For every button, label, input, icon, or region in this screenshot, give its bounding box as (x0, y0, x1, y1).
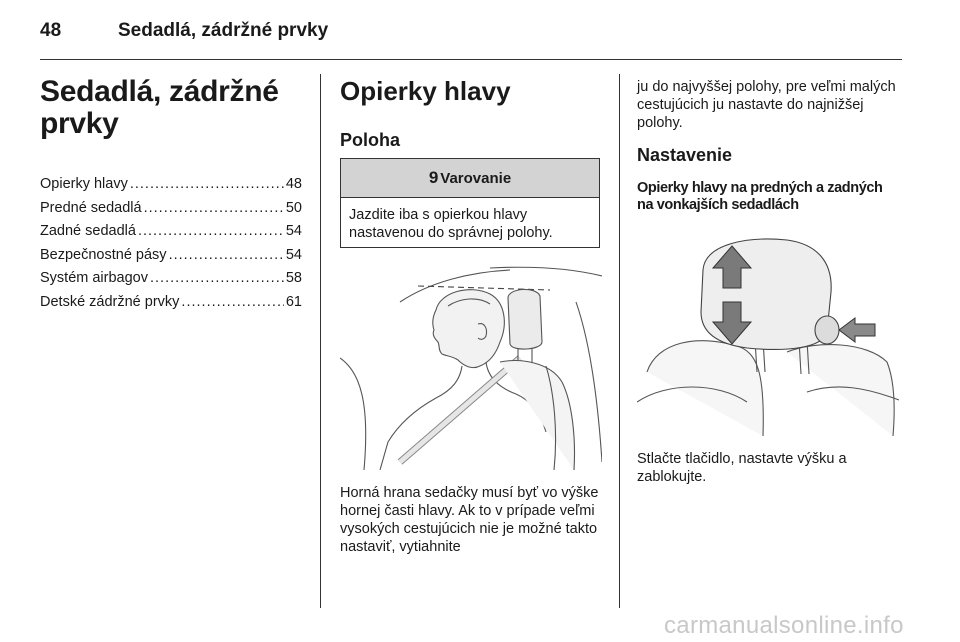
toc-entry[interactable] (40, 200, 302, 224)
illustration-caption: Stlačte tlačidlo, nastavte výšku a zablokujte. (637, 451, 847, 485)
toc-entry-label: Predné sedadlá (40, 199, 142, 216)
warning-heading: Varovanie (440, 169, 512, 187)
section-subheading: Opierky hlavy na predných a zadných na vonkajších sedadlách (637, 180, 883, 213)
toc-entry-label: Systém airbagov (40, 270, 148, 286)
headrest-position-illustration (340, 262, 602, 470)
body-paragraph: Horná hrana sedačky musí byť vo výške hornej časti hlavy. Ak to v prípade veľmi vysokých cestujúcich nie je možné takto nastaviť, vytiahnite (340, 485, 599, 555)
toc-entry-page: 50 (285, 199, 302, 216)
section-title: Opierky hlavy (340, 76, 511, 106)
toc-entry[interactable] (40, 247, 302, 271)
toc-entry-page: 54 (285, 223, 302, 239)
toc-entry-label: Detské zádržné prvky (40, 293, 180, 310)
toc-entry-page: 54 (285, 246, 302, 263)
table-of-contents (40, 176, 302, 317)
toc-entry-label: Bezpečnostné pásy (40, 246, 167, 263)
warning-text: Jazdite iba s opierkou hlavy nastavenou do správnej polohy. (349, 207, 553, 241)
headrest-adjustment-illustration (637, 222, 899, 436)
toc-entry-label: Opierky hlavy (40, 176, 128, 192)
toc-entry[interactable] (40, 294, 302, 318)
warning-icon: 9 (428, 168, 439, 187)
chapter-title: Sedadlá, zádržné prvky (40, 75, 279, 140)
section-heading: Nastavenie (637, 145, 733, 165)
page-number: 48 (40, 20, 62, 41)
continued-paragraph: ju do najvyššej polohy, pre veľmi malých cestujúcich ju nastavte do najnižšej polohy. (637, 79, 896, 131)
running-header: Sedadlá, zádržné prvky (118, 20, 329, 41)
toc-entry-page: 61 (285, 293, 302, 310)
header-divider (40, 59, 902, 60)
toc-entry[interactable] (40, 223, 302, 247)
toc-entry-page: 48 (285, 176, 302, 192)
warning-box (340, 158, 600, 248)
toc-entry[interactable] (40, 270, 302, 294)
toc-entry-label: Zadné sedadlá (40, 223, 136, 239)
column-divider-right (619, 74, 620, 608)
toc-entry-page: 58 (285, 270, 302, 286)
watermark: carmanualsonline.info (664, 612, 904, 639)
warning-header (341, 159, 599, 198)
toc-entry[interactable] (40, 176, 302, 200)
column-divider-left (320, 74, 321, 608)
section-subtitle: Poloha (340, 130, 401, 150)
